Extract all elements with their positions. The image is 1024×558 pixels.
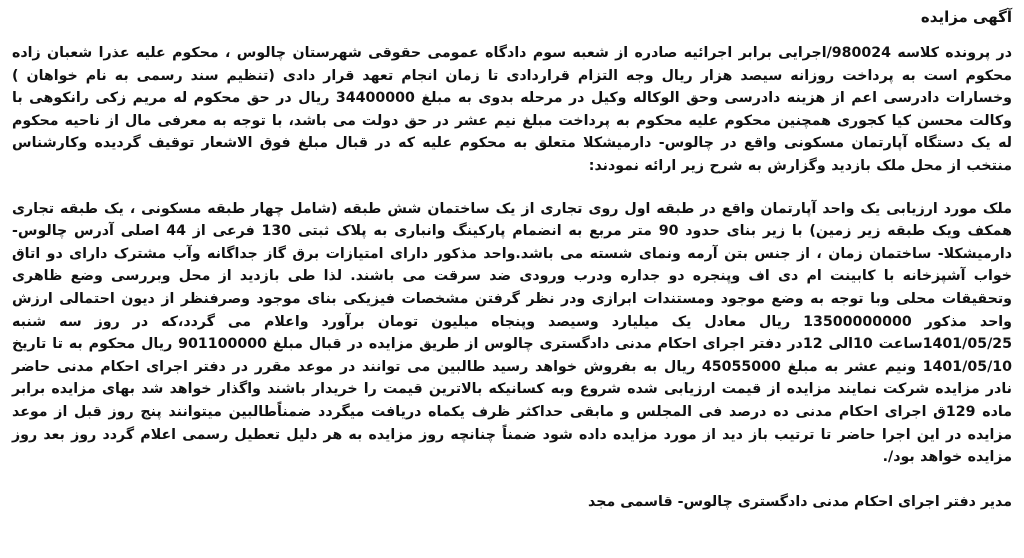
notice-property-paragraph: ملک مورد ارزیابی یک واحد آپارتمان واقع در طبقه اول روی تجاری از یک ساختمان شش طبقه (شامل چهار طبقه مسکونی ، یک طبقه تجاری همکف ویک طبقه زیر زمین) با زیر بنای حدود 90 متر مربع به انضمام پارکینگ وانباری به پلاک ثبتی 130 فرعی از 44 اصلی آدرس چالوس-دارمیشکلا- ساختمان زمان ، از جنس بتن آرمه ونمای شسته می باشد.واحد مذکور دارای امتیازات برق گاز جداگانه وآب مشترک دارای دو اتاق خواب آشپزخانه با کابینت ام دی اف وپنجره دو جداره ودرب ورودی ضد سرقت می باشند. لذا طی بازدید از محل وبررسی وضع ظاهری وتحقیقات محلی وبا توجه به وضع موجود ومستندات ابرازی ودر نظر گرفتن مشخصات فیزیکی بنای موجود وصرفنظر از دیون احتمالی ارزش واحد مذکور 13500000000 ریال معادل یک میلیارد وسیصد وپنجاه میلیون تومان برآورد واعلام می گردد،که در روز سه شنبه 1401/05/25ساعت 10الی 12در دفتر اجرای احکام مدنی دادگستری چالوس از طریق مزایده در قبال مبلغ 901100000 ریال محکوم به تا تاریخ 1401/05/10 ونیم عشر به مبلغ 45055000 ریال به بفروش خواهد رسید طالبین می توانند در موعد مقرر در دفتر اجرای احکام مدنی حاضر نادر مزایده شرکت نمایند مزایده از قیمت ارزیابی شده شروع وبه کسانیکه بالاترین قیمت را خریدار باشند واگذار خواهد شد بهای مزایده برابر ماده 129ق اجرای احکام مدنی ده درصد فی المجلس و مابقی حداکثر ظرف یکماه دریافت میگردد ضمناًطالبین میتوانند پنج روز قبل از موعد مزایده در این اجرا حاضر تا ترتیب باز دید از مورد مزایده داده شود ضمناً چنانچه روز مزایده به هر دلیل تعطیل رسمی اعلام گردد روز بعد روز مزایده خواهد بود/.	[12, 200, 1013, 466]
notice-signature: مدیر دفتر اجرای احکام مدنی دادگستری چالوس- قاسمی مجد	[588, 493, 1012, 510]
notice-title: آگهی مزایده	[920, 8, 1012, 26]
notice-case-paragraph: در پرونده کلاسه 980024/اجرایی برابر اجرائیه صادره از شعبه سوم دادگاه عمومی حقوقی شهرستان چالوس ، محکوم علیه عذرا شعبان زاده محکوم است به پرداخت روزانه سیصد هزار ریال وجه التزام قراردادی تا زمان انجام تعهد قرار دادی (تنظیم سند رسمی به نام خواهان ) وخسارات دادرسی اعم از هزینه دادرسی وحق الوکاله وکیل در مرحله بدوی به مبلغ 34400000 ریال در حق محکوم له مریم زکی رانکوهی با وکالت محسن کیا کجوری همچنین محکوم علیه محکوم به پرداخت مبلغ نیم عشر در حق دولت می باشد، با توجه به معرفی مال از ناحیه محکوم له یک دستگاه آپارتمان مسکونی واقع در چالوس- دارمیشکلا متعلق به محکوم علیه که در قبال مبلغ فوق الاشعار توقیف گردیده وکارشناس منتخب از محل ملک بازدید وگزارش به شرح زیر ارائه نمودند:	[12, 45, 1012, 174]
